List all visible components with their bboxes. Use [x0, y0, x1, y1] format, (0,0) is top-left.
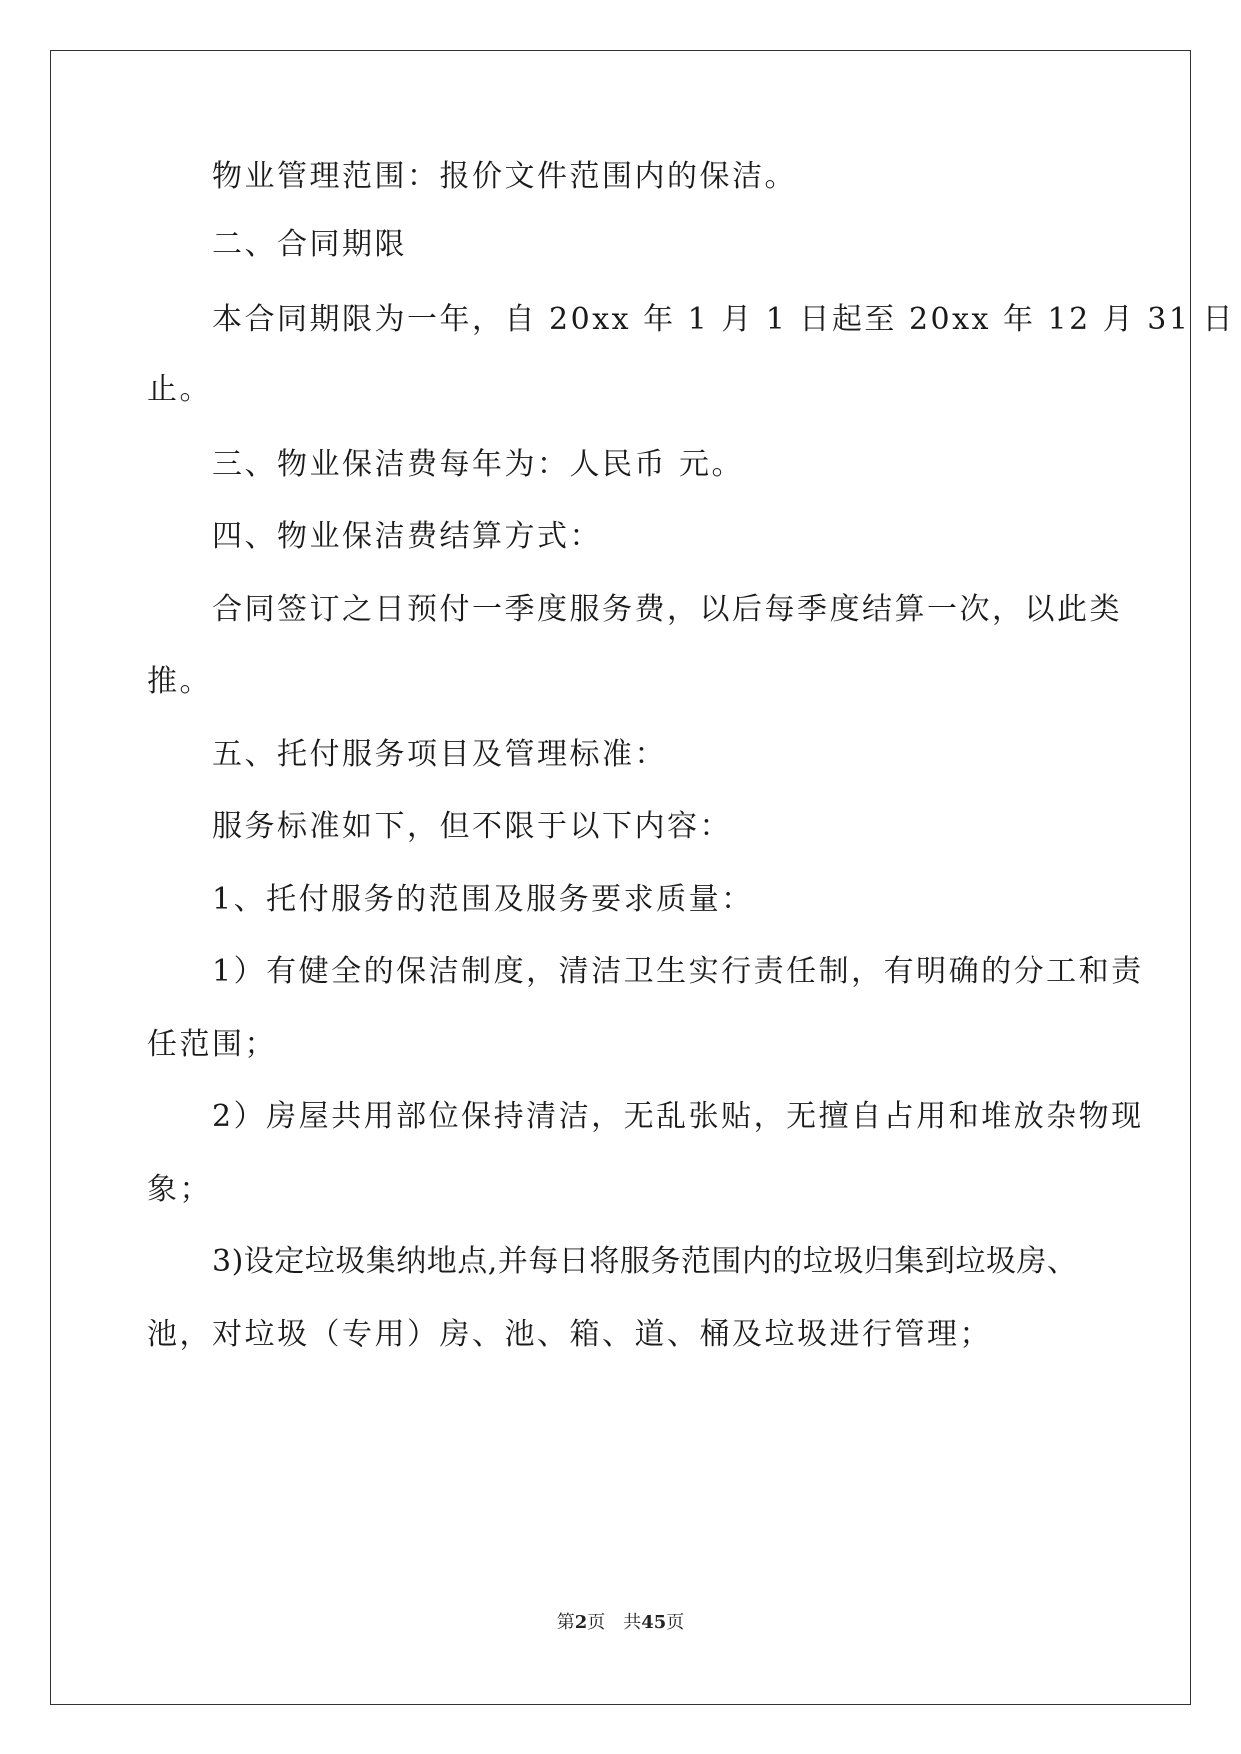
paragraph-line: 2）房屋共用部位保持清洁，无乱张贴，无擅自占用和堆放杂物现	[212, 1099, 1144, 1134]
total-page-count: 45	[641, 1612, 667, 1633]
page-footer	[0, 1611, 1241, 1635]
paragraph-line: 1）有健全的保洁制度，清洁卫生实行责任制，有明确的分工和责	[212, 954, 1144, 989]
paragraph-line: 合同签订之日预付一季度服务费，以后每季度结算一次，以此类	[212, 592, 1122, 627]
paragraph-line: 服务标准如下，但不限于以下内容：	[212, 809, 732, 844]
page-border	[50, 50, 1191, 1705]
section-heading: 三、物业保洁费每年为：人民币 元。	[212, 447, 745, 482]
footer-prefix: 第	[556, 1612, 575, 1633]
paragraph-line: 物业管理范围：报价文件范围内的保洁。	[212, 159, 797, 194]
current-page-number: 2	[574, 1612, 588, 1633]
paragraph-line: 任范围；	[147, 1027, 277, 1062]
paragraph-line: 象；	[147, 1172, 212, 1207]
paragraph-line: 1、托付服务的范围及服务要求质量：	[212, 882, 754, 917]
paragraph-line: 本合同期限为一年，自 20xx 年 1 月 1 日起至 20xx 年 12 月 31 日	[212, 302, 1235, 337]
footer-total-prefix: 共	[623, 1612, 642, 1633]
section-heading: 二、合同期限	[212, 227, 407, 262]
paragraph-line: 池，对垃圾（专用）房、池、箱、道、桶及垃圾进行管理；	[147, 1317, 992, 1352]
section-heading: 五、托付服务项目及管理标准：	[212, 737, 667, 772]
paragraph-line: 推。	[147, 664, 212, 699]
footer-total-suffix: 页	[666, 1612, 685, 1633]
paragraph-line: 止。	[147, 372, 212, 407]
section-heading: 四、物业保洁费结算方式：	[212, 519, 602, 554]
footer-page-suffix: 页	[587, 1612, 606, 1633]
paragraph-line: 3)设定垃圾集纳地点,并每日将服务范围内的垃圾归集到垃圾房、	[212, 1244, 1078, 1279]
